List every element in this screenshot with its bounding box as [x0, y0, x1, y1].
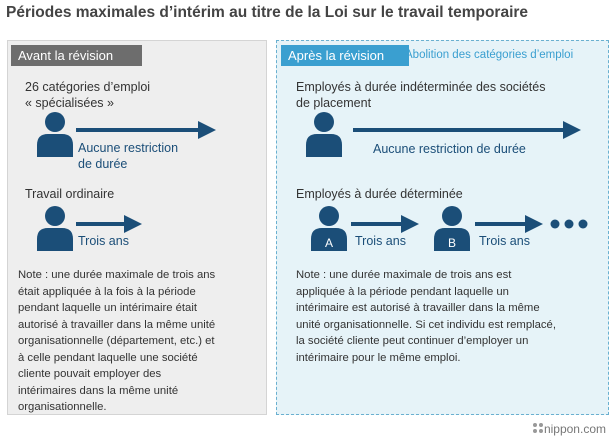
nippon-dots-icon: [532, 422, 544, 434]
three-years-b-label: Trois ans: [479, 234, 530, 248]
person-icon: [36, 111, 74, 157]
specialized-categories-label: 26 catégories d’emploi: [25, 80, 151, 94]
page-title: Périodes maximales d’intérim au titre de la Loi sur le travail temporaire: [6, 4, 529, 21]
before-revision-tag: Avant la révision: [11, 45, 142, 66]
three-years-arrow-icon: [76, 215, 142, 233]
after-revision-panel: [276, 40, 609, 415]
three-years-arrow-a-icon: [351, 215, 419, 233]
no-limit-label-2: de durée: [78, 157, 128, 171]
person-icon: [305, 111, 343, 157]
no-limit-arrow-icon: [353, 121, 581, 139]
ordinary-work-label: Travail ordinaire: [25, 187, 115, 201]
indefinite-employees-label: Employés à durée indéterminée des sociétés: [296, 80, 546, 94]
person-icon: [36, 205, 74, 251]
nippon-domain-text: .com: [579, 422, 606, 436]
no-limit-arrow-icon: [76, 121, 216, 139]
ellipsis-icon: [549, 218, 589, 230]
indefinite-employees-label-2: de placement: [296, 96, 372, 110]
person-b-icon: [433, 205, 471, 251]
three-years-arrow-b-icon: [475, 215, 543, 233]
category-abolition-label: Abolition des catégories d’emploi: [405, 49, 574, 61]
fixed-term-employees-label: Employés à durée déterminée: [296, 187, 463, 201]
person-b-letter: B: [447, 236, 457, 250]
person-a-letter: A: [324, 236, 334, 250]
no-limit-label: Aucune restriction de durée: [373, 142, 526, 156]
after-revision-tag: Après la révision: [281, 45, 409, 66]
person-a-icon: [310, 205, 348, 251]
nippon-logo: [532, 422, 606, 436]
before-revision-panel: [7, 40, 267, 415]
no-limit-label: Aucune restriction: [78, 141, 179, 155]
before-note: Note : une durée maximale de trois ans était appliquée à la fois à la période pendant laquelle un intérimaire était autorisé à travailler dans la même unité organisationnelle (département, etc.) et à celle pendant laquelle une société cliente pouvait employer des intérimaires dans la même unité organisationnelle.: [18, 269, 216, 413]
after-note: Note : une durée maximale de trois ans est appliquée à la période pendant laquelle un intérimaire est autorisé à travailler dans la même unité organisationnelle. Si cet individu est remplacé, la société cliente peut continuer d’employer un intérimaire pour le même emploi.: [296, 269, 556, 364]
three-years-a-label: Trois ans: [355, 234, 406, 248]
three-years-label: Trois ans: [78, 234, 129, 248]
specialized-categories-label-2: « spécialisées »: [25, 96, 114, 110]
nippon-brand-text: nippon: [543, 422, 580, 436]
